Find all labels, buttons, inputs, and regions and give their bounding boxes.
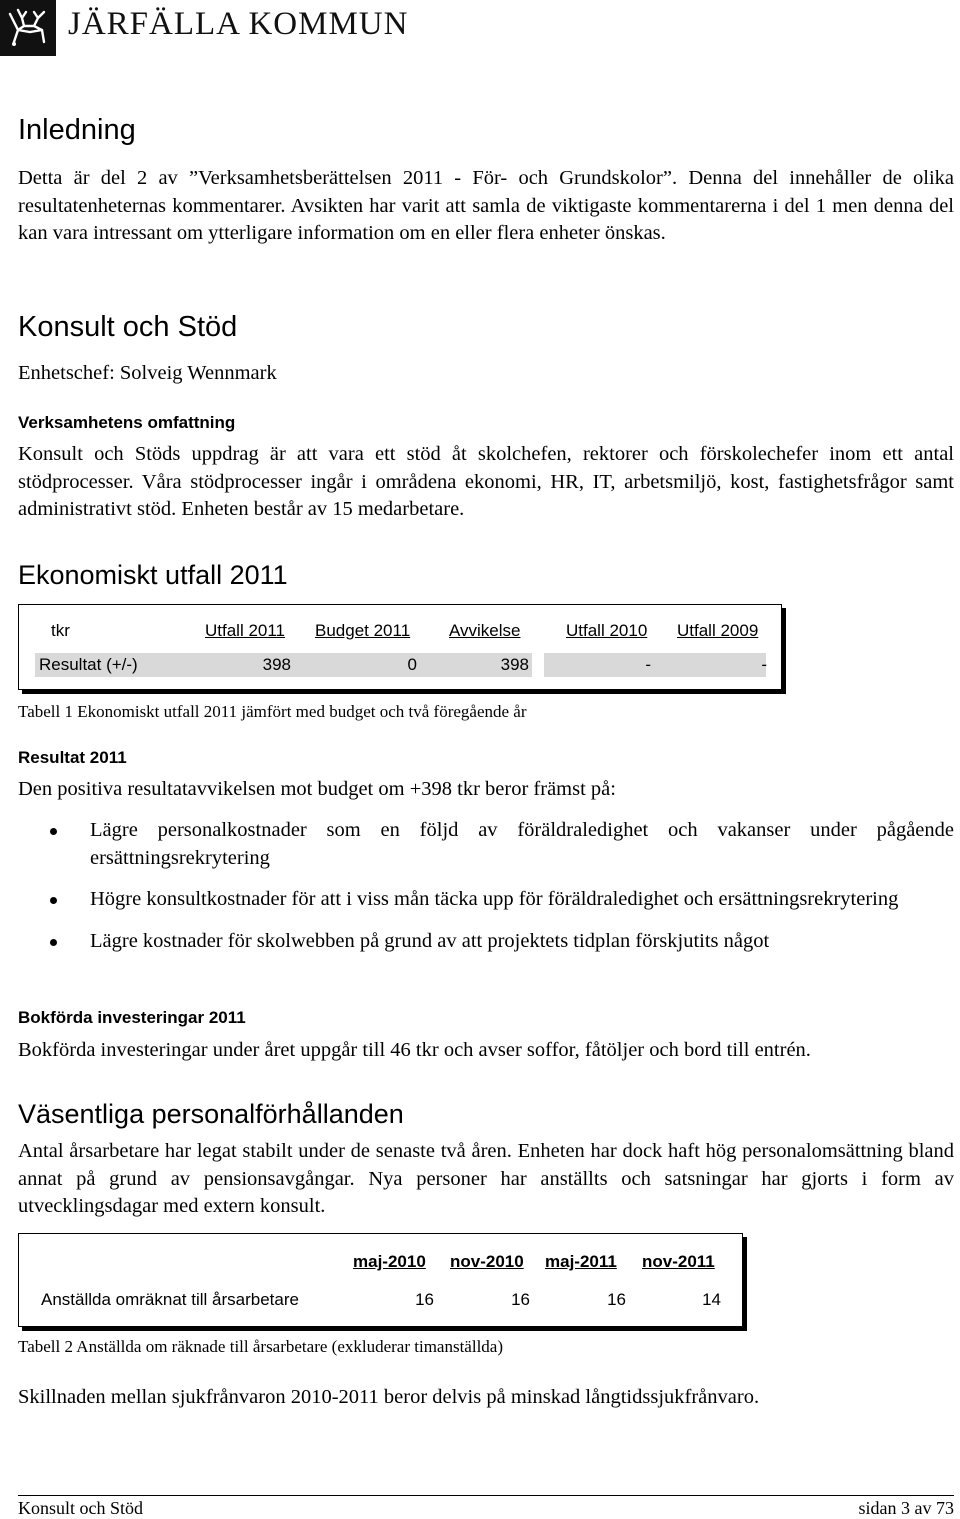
table-cell: 16: [511, 1290, 530, 1309]
intro-heading: Inledning: [18, 114, 136, 146]
unit-chief: Enhetschef: Solveig Wennmark: [18, 362, 277, 384]
municipality-logo: [0, 0, 56, 56]
table-cell: 398: [500, 655, 529, 674]
table-cell: 16: [415, 1290, 434, 1309]
table-cell: 0: [407, 655, 417, 674]
footer-divider: [18, 1495, 954, 1496]
table-header: Budget 2011: [315, 621, 411, 640]
unit-heading: Konsult och Stöd: [18, 311, 238, 343]
economy-table: [18, 604, 782, 690]
table-header: nov-2010: [450, 1252, 524, 1271]
staff-heading: Väsentliga personalförhållanden: [18, 1099, 404, 1129]
economy-heading: Ekonomiskt utfall 2011: [18, 560, 288, 590]
staff-table: [18, 1233, 743, 1327]
table-unit-label: tkr: [51, 621, 70, 640]
result-heading: Resultat 2011: [18, 748, 127, 767]
table-cell: -: [761, 655, 767, 674]
table-header: Avvikelse: [449, 621, 521, 640]
table-caption: Tabell 1 Ekonomiskt utfall 2011 jämfört med budget och två föregående år: [18, 702, 527, 721]
list-item: [50, 886, 954, 914]
investments-text: Bokförda investeringar under året uppgår till 46 tkr och avser soffor, fåtöljer och bord till entrén.: [18, 1039, 811, 1061]
reindeer-crest-icon: [0, 0, 56, 56]
table-row-label: Anställda omräknat till årsarbetare: [41, 1290, 299, 1309]
table-caption: Tabell 2 Anställda om räknade till årsarbetare (exkluderar timanställda): [18, 1337, 504, 1356]
table-row-label: Resultat (+/-): [39, 655, 138, 674]
table-header: maj-2011: [545, 1252, 617, 1271]
list-item: [50, 817, 954, 872]
result-bullet-list: [50, 817, 954, 955]
table-cell: 14: [702, 1290, 721, 1309]
table-header: Utfall 2010: [566, 621, 648, 640]
table-header: Utfall 2009: [677, 621, 759, 640]
table-header: maj-2010: [353, 1252, 426, 1271]
scope-text: Konsult och Stöds uppdrag är att vara ett stöd åt skolchefen, rektorer och förskolechefer inom ett antal stödprocesser. Våra stödprocesser ingår i områdena ekonomi, HR, IT, arbetsmiljö, kost, fastighetsfrågor samt administrativt stöd. Enheten består av 15 medarbetare.: [18, 443, 954, 520]
table-cell: -: [645, 655, 651, 674]
intro-paragraph: Detta är del 2 av ”Verksamhetsberättelsen 2011 - För- och Grundskolor”. Denna del innehåller de olika resultatenheternas kommentarer. Avsikten har varit att samla de viktigaste kommentarerna i del 1 men denna del kan vara intressant om ytterligare information om en eller flera enheter önskas.: [18, 167, 954, 244]
list-item-text: Lägre kostnader för skolwebben på grund av att projektets tidplan förskjutits något: [90, 929, 770, 952]
table-header: Utfall 2011: [205, 621, 286, 640]
scope-heading: Verksamhetens omfattning: [18, 413, 236, 432]
footer-unit-name: Konsult och Stöd: [18, 1498, 144, 1518]
investments-heading: Bokförda investeringar 2011: [18, 1008, 246, 1027]
bullet-icon: [50, 939, 57, 946]
table-cell: 398: [262, 655, 291, 674]
list-item-text: Högre konsultkostnader för att i viss mån täcka upp för föräldraledighet och ersättningsrekrytering: [90, 888, 899, 910]
row-shading: [544, 653, 766, 677]
staff-text: Antal årsarbetare har legat stabilt under de senaste två åren. Enheten har dock haft hög personalomsättning bland annat på grund av pensionsavgångar. Nya personer har anställts och satsningar har gjorts i form av utvecklingsdagar med extern konsult.: [18, 1140, 954, 1217]
list-item: [50, 928, 954, 956]
list-item-text: Lägre personalkostnader som en följd av föräldraledighet och vakanser under pågående ersättningsrekrytering: [90, 819, 954, 869]
table-header: nov-2011: [642, 1252, 715, 1271]
result-intro: Den positiva resultatavvikelsen mot budget om +398 tkr beror främst på:: [18, 778, 616, 800]
footer-page-number: sidan 3 av 73: [858, 1498, 954, 1518]
bullet-icon: [50, 897, 57, 904]
sick-leave-text: Skillnaden mellan sjukfrånvaron 2010-2011 beror delvis på minskad långtidssjukfrånvaro.: [18, 1386, 760, 1408]
table-cell: 16: [607, 1290, 626, 1309]
bullet-icon: [50, 828, 57, 835]
logo-text: JÄRFÄLLA KOMMUN: [68, 6, 409, 42]
